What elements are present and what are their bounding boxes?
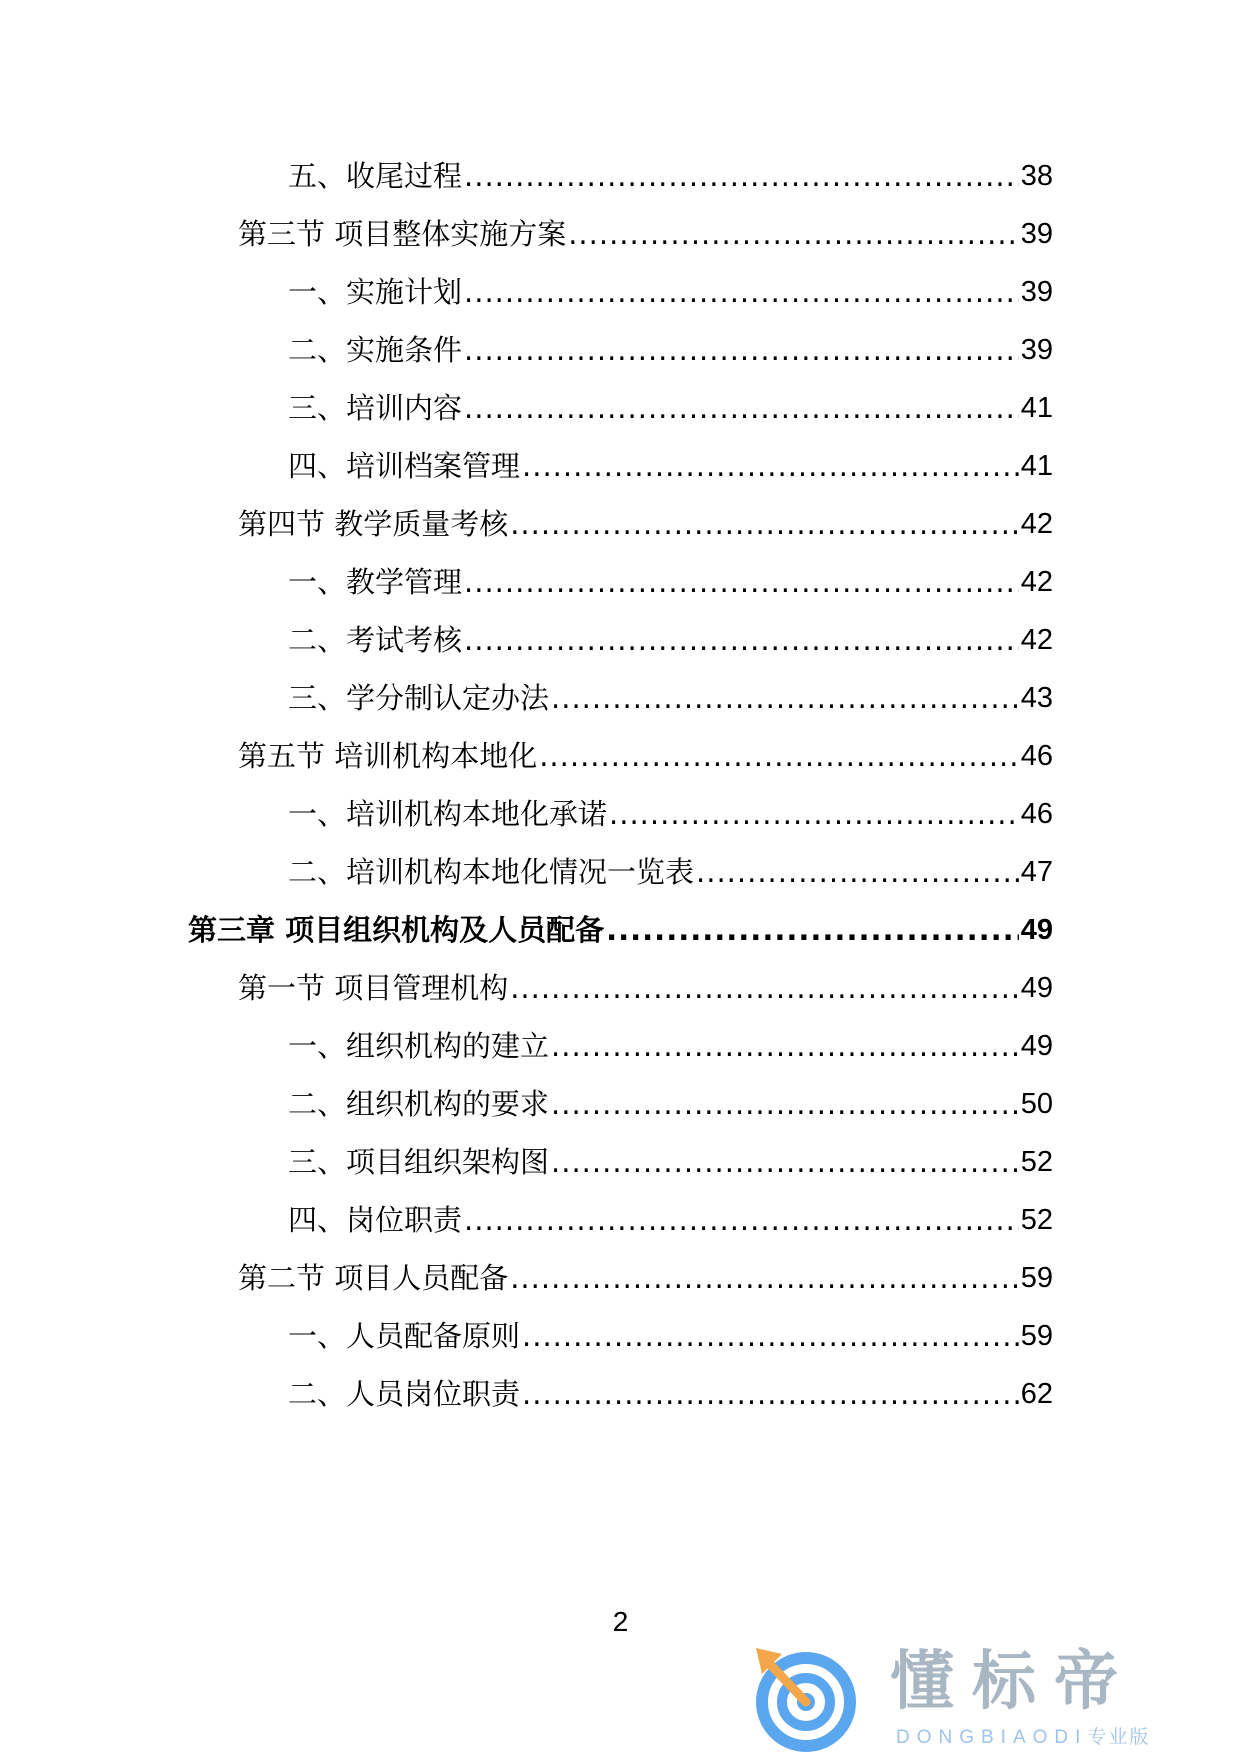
toc-entry[interactable]	[288, 786, 1053, 834]
toc-entry-title: 二、人员岗位职责	[288, 1377, 521, 1411]
toc-entry[interactable]	[288, 670, 1053, 718]
toc-entry-page: 59	[1020, 1320, 1053, 1352]
toc-dot-leader	[464, 620, 1019, 660]
toc-dot-leader	[464, 330, 1019, 370]
toc-entry-page: 39	[1020, 334, 1053, 366]
watermark-subtitle-latin: DONGBIAODI	[896, 1727, 1088, 1748]
toc-dot-leader	[522, 1374, 1019, 1414]
toc-dot-leader	[551, 1026, 1019, 1066]
toc-entry-title: 二、考试考核	[288, 623, 463, 657]
toc-entry-title: 一、培训机构本地化承诺	[288, 797, 608, 831]
toc-entry-page: 42	[1020, 624, 1053, 656]
toc-entry[interactable]	[288, 1308, 1053, 1356]
toc-entry-title: 四、培训档案管理	[288, 449, 521, 483]
toc-entry-page: 52	[1020, 1204, 1053, 1236]
toc-entry-title: 三、项目组织架构图	[288, 1145, 550, 1179]
toc-entry[interactable]	[288, 322, 1053, 370]
toc-entry[interactable]	[288, 1018, 1053, 1066]
toc-dot-leader	[464, 1200, 1019, 1240]
toc-entry-title: 一、教学管理	[288, 565, 463, 599]
toc-entry[interactable]	[288, 844, 1053, 892]
toc-entry-page: 41	[1020, 392, 1053, 424]
toc-dot-leader	[510, 504, 1019, 544]
toc-dot-leader	[551, 1084, 1019, 1124]
toc-entry-page: 41	[1020, 450, 1053, 482]
page-number: 2	[612, 1606, 629, 1637]
toc-entry[interactable]	[238, 496, 1053, 544]
toc-entry-page: 46	[1020, 740, 1053, 772]
toc-entry-title: 二、组织机构的要求	[288, 1087, 550, 1121]
toc-chapter-entry[interactable]	[188, 902, 1053, 950]
toc-entry[interactable]	[288, 1366, 1053, 1414]
watermark-subtitle	[896, 1726, 1150, 1749]
watermark	[748, 1640, 1226, 1752]
toc-entry[interactable]	[288, 612, 1053, 660]
toc-dot-leader	[539, 736, 1019, 776]
toc-entry-page: 43	[1020, 682, 1053, 714]
toc-entry[interactable]	[288, 1134, 1053, 1182]
toc-dot-leader	[510, 968, 1019, 1008]
toc-entry-title: 第二节 项目人员配备	[238, 1261, 509, 1295]
toc-entry-page: 38	[1020, 160, 1053, 192]
toc-entry-page: 52	[1020, 1146, 1053, 1178]
toc-entry-page: 39	[1020, 276, 1053, 308]
toc-entry-page: 39	[1020, 218, 1053, 250]
toc-dot-leader	[464, 388, 1019, 428]
toc-entry-page: 46	[1020, 798, 1053, 830]
toc-entry-title: 第一节 项目管理机构	[238, 971, 509, 1005]
toc-entry-title: 第三章 项目组织机构及人员配备	[188, 913, 605, 947]
toc-entry-title: 五、收尾过程	[288, 159, 463, 193]
toc-entry[interactable]	[288, 1192, 1053, 1240]
toc-entry-page: 59	[1020, 1262, 1053, 1294]
toc-dot-leader	[609, 794, 1019, 834]
toc-entry-title: 三、培训内容	[288, 391, 463, 425]
toc-entry-title: 第四节 教学质量考核	[238, 507, 509, 541]
toc-dot-leader	[551, 1142, 1019, 1182]
toc-entry-title: 二、培训机构本地化情况一览表	[288, 855, 695, 889]
toc-dot-leader	[464, 156, 1019, 196]
toc-entry[interactable]	[288, 148, 1053, 196]
toc-entry-page: 42	[1020, 566, 1053, 598]
toc-entry[interactable]	[288, 438, 1053, 486]
toc-dot-leader	[568, 214, 1019, 254]
toc-entry-title: 一、实施计划	[288, 275, 463, 309]
toc-entry-title: 一、人员配备原则	[288, 1319, 521, 1353]
toc-entry[interactable]	[238, 206, 1053, 254]
toc-dot-leader	[522, 1316, 1019, 1356]
toc-entry-page: 49	[1020, 914, 1053, 946]
toc-entry-title: 一、组织机构的建立	[288, 1029, 550, 1063]
toc-entry-page: 49	[1020, 1030, 1053, 1062]
toc-entry-title: 三、学分制认定办法	[288, 681, 550, 715]
toc-dot-leader	[551, 678, 1019, 718]
watermark-title: 懂标帝	[890, 1645, 1136, 1719]
toc-dot-leader	[696, 852, 1019, 892]
toc-dot-leader	[464, 562, 1019, 602]
toc-entry-page: 49	[1020, 972, 1053, 1004]
toc-entry-title: 第三节 项目整体实施方案	[238, 217, 567, 251]
toc-entry-title: 二、实施条件	[288, 333, 463, 367]
watermark-edition: 专业版	[1087, 1726, 1151, 1748]
target-arrow-icon	[748, 1640, 868, 1752]
toc-entry[interactable]	[288, 380, 1053, 428]
toc-dot-leader	[522, 446, 1019, 486]
toc-entry[interactable]	[238, 728, 1053, 776]
toc-entry[interactable]	[238, 960, 1053, 1008]
toc-entry[interactable]	[288, 1076, 1053, 1124]
toc-dot-leader	[510, 1258, 1019, 1298]
toc-entry-page: 62	[1020, 1378, 1053, 1410]
toc-entry[interactable]	[288, 554, 1053, 602]
toc-entry-page: 50	[1020, 1088, 1053, 1120]
toc-entry[interactable]	[288, 264, 1053, 312]
toc-entry[interactable]	[238, 1250, 1053, 1298]
toc-entry-page: 42	[1020, 508, 1053, 540]
toc-entry-title: 四、岗位职责	[288, 1203, 463, 1237]
toc-dot-leader	[464, 272, 1019, 312]
toc-entry-page: 47	[1020, 856, 1053, 888]
toc-entry-title: 第五节 培训机构本地化	[238, 739, 538, 773]
toc-dot-leader	[606, 910, 1019, 950]
